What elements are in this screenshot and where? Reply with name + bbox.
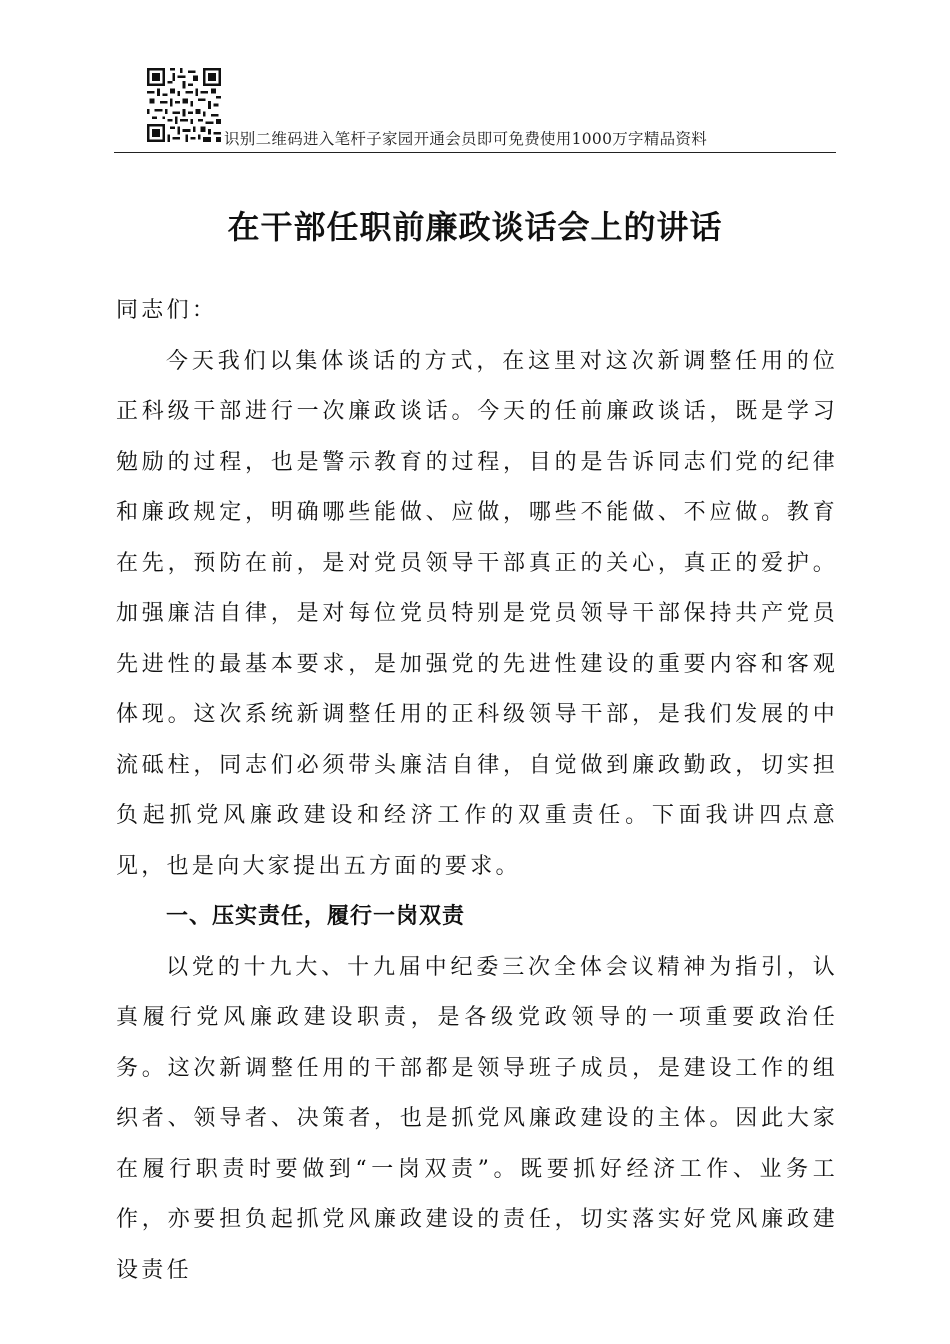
page-header xyxy=(114,68,836,153)
header-promo-note: 识别二维码进入笔杆子家园开通会员即可免费使用1000万字精品资料 xyxy=(224,130,708,148)
section-1-paragraph: 以党的十九大、十九届中纪委三次全体会议精神为指引，认真履行党风廉政建设职责，是各级党政领导的一项重要政治任务。这次新调整任用的干部都是领导班子成员，是建设工作的组织者、领导者、决策者，也是抓党风廉政建设的主体。因此大家在履行职责时要做到“一岗双责”。既要抓好经济工作、业务工作，亦要担负起抓党风廉政建设的责任，切实落实好党风廉政建设责任 xyxy=(116,954,838,1283)
intro-paragraph: 今天我们以集体谈话的方式，在这里对这次新调整任用的位正科级干部进行一次廉政谈话。今天的任前廉政谈话，既是学习勉励的过程，也是警示教育的过程，目的是告诉同志们党的纪律和廉政规定，明确哪些能做、应做，哪些不能做、不应做。教育在先，预防在前，是对党员领导干部真正的关心，真正的爱护。加强廉洁自律，是对每位党员特别是党员领导干部保持共产党员先进性的最基本要求，是加强党的先进性建设的重要内容和客观体现。这次系统新调整任用的正科级领导干部，是我们发展的中流砥柱，同志们必须带头廉洁自律，自觉做到廉政勤政，切实担负起抓党风廉政建设和经济工作的双重责任。下面我讲四点意见，也是向大家提出五方面的要求。 xyxy=(116,348,838,879)
qr-code-icon xyxy=(147,68,221,142)
document-body xyxy=(116,286,838,1296)
salutation: 同志们： xyxy=(116,298,218,323)
document-title: 在干部任职前廉政谈话会上的讲话 xyxy=(227,208,723,247)
section-heading-1: 一、压实责任，履行一岗双责 xyxy=(166,904,466,929)
